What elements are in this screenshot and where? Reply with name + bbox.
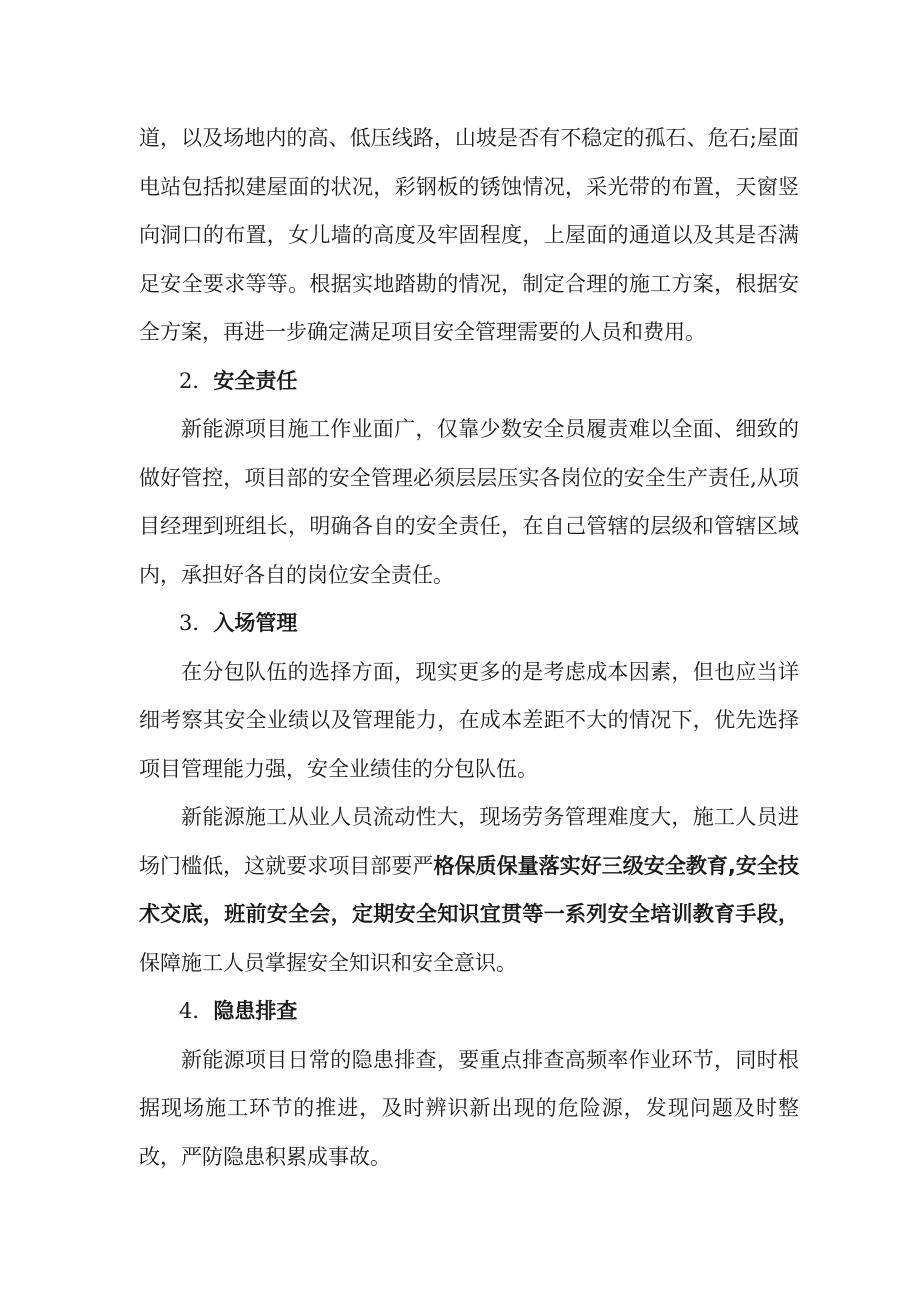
- text-run: 新能源施工从业人员流动性大，现场劳务管理难度大，施工人员进场门槛低，这就要求项目部要严: [139, 805, 799, 878]
- section-heading-entry-management: [139, 599, 799, 648]
- section-heading-safety-responsibility: [139, 357, 799, 406]
- paragraph-worker-training: [139, 793, 799, 987]
- section-title: 隐患排查: [213, 999, 298, 1023]
- section-number: 3．: [179, 611, 214, 635]
- paragraph-site-survey: 道，以及场地内的高、低压线路，山坡是否有不稳定的孤石、危石;屋面电站包括拟建屋面的状况，彩钢板的锈蚀情况，采光带的布置，天窗竖向洞口的布置，女儿墙的高度及牢固程度，上屋面的通道以及其是否满足安全要求等等。根据实地踏勘的情况，制定合理的施工方案，根据安全方案，再进一步确定满足项目安全管理需要的人员和费用。: [139, 126, 799, 344]
- bold-text-run: 格保质保量落实好三级安全教育,安全技术交底，班前安全会，定期安全知识宜贯等一系列安全培训教育手段，: [139, 853, 800, 926]
- paragraph-safety-responsibility: 新能源项目施工作业面广，仅靠少数安全员履责难以全面、细致的做好管控，项目部的安全管理必须层层压实各岗位的安全生产责任,从项目经理到班组长，明确各自的安全责任，在自己管辖的层级和管辖区域内，承担好各自的岗位安全责任。: [139, 417, 799, 587]
- section-title: 安全责任: [213, 368, 298, 393]
- section-number: 2．: [179, 368, 214, 393]
- document-body: [139, 114, 799, 1181]
- text-run: 保障施工人员掌握安全知识和安全意识。: [139, 950, 517, 975]
- section-heading-hazard-inspection: [139, 987, 799, 1036]
- section-title: 入场管理: [213, 611, 298, 635]
- section-number: 4．: [179, 999, 214, 1023]
- paragraph-subcontractor-selection: 在分包队伍的选择方面，现实更多的是考虑成本因素，但也应当详细考察其安全业绩以及管理能力，在成本差距不大的情况下，优先选择项目管理能力强，安全业绩佳的分包队伍。: [139, 659, 799, 781]
- paragraph-hazard-inspection: 新能源项目日常的隐患排查，要重点排查高频率作业环节，同时根据现场施工环节的推进，及时辨识新出现的危险源，发现问题及时整改，严防隐患积累成事故。: [139, 1047, 799, 1169]
